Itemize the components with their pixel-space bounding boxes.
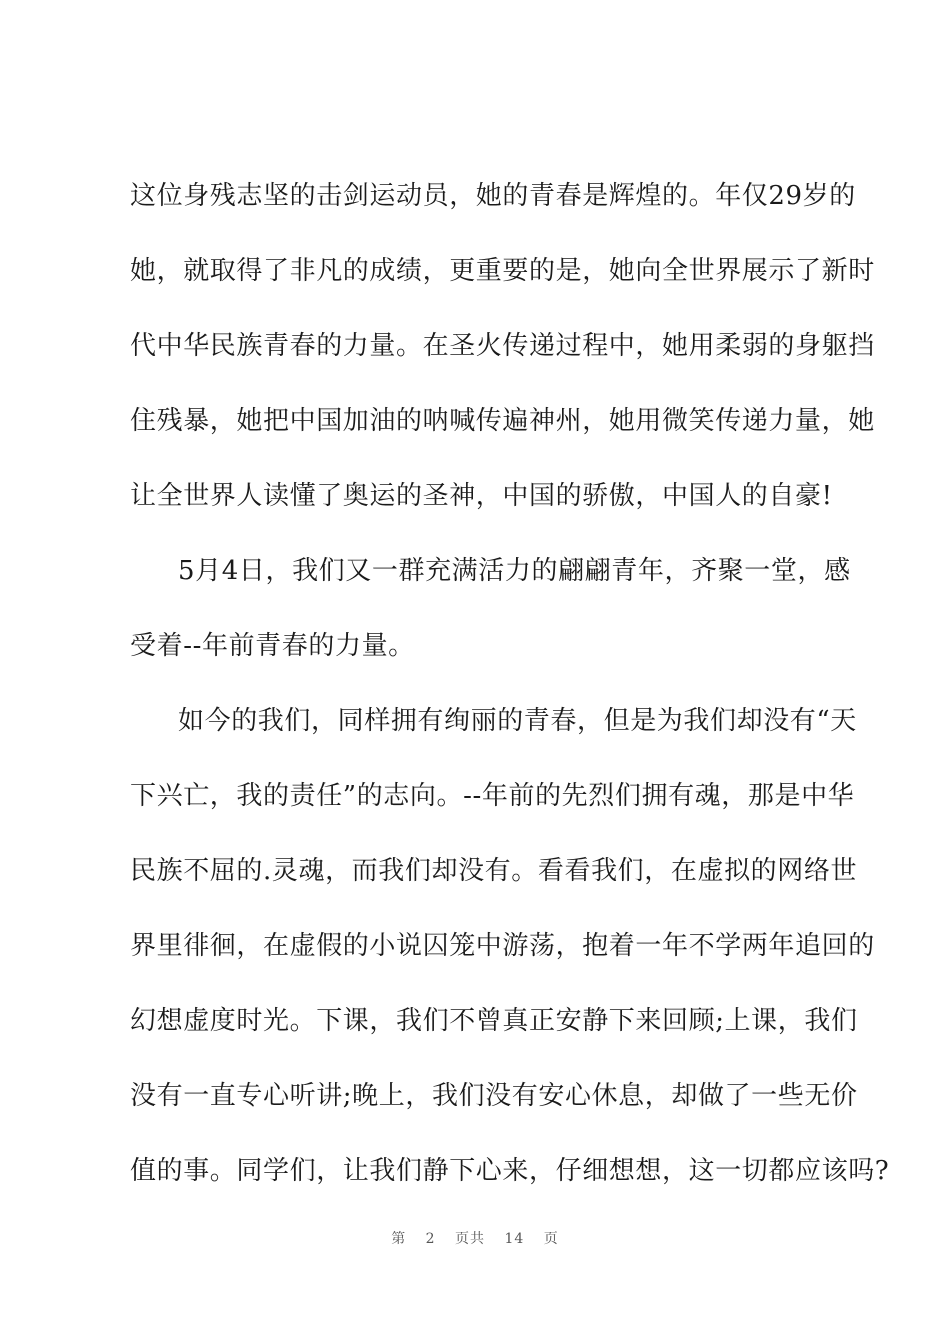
text-line: 她，就取得了非凡的成绩，更重要的是，她向全世界展示了新时 — [130, 256, 875, 286]
text-line: 受着--年前青春的力量。 — [130, 631, 415, 661]
text-line: 这位身残志坚的击剑运动员，她的青春是辉煌的。年仅29岁的 — [130, 181, 856, 211]
text-line: 代中华民族青春的力量。在圣火传递过程中，她用柔弱的身躯挡 — [130, 331, 875, 361]
footer-suffix: 页 — [543, 1231, 559, 1247]
footer-mid: 页共 — [455, 1231, 486, 1247]
text-line: 住残暴，她把中国加油的呐喊传遍神州，她用微笑传递力量，她 — [130, 406, 875, 436]
total-pages: 14 — [504, 1231, 525, 1247]
page-number: 2 — [425, 1231, 436, 1247]
paragraph-first-line: 如今的我们，同样拥有绚丽的青春，但是为我们却没有“天 — [178, 706, 857, 736]
text-line: 界里徘徊，在虚假的小说囚笼中游荡，抱着一年不学两年追回的 — [130, 931, 875, 961]
text-line: 值的事。同学们，让我们静下心来，仔细想想，这一切都应该吗? — [130, 1156, 890, 1186]
page-footer — [0, 1228, 950, 1248]
text-line: 幻想虚度时光。下课，我们不曾真正安静下来回顾;上课，我们 — [130, 1006, 858, 1036]
paragraph-first-line: 5月4日，我们又一群充满活力的翩翩青年，齐聚一堂，感 — [178, 556, 851, 586]
text-line: 让全世界人读懂了奥运的圣神，中国的骄傲，中国人的自豪! — [130, 481, 833, 511]
footer-prefix: 第 — [391, 1231, 407, 1247]
text-line: 下兴亡，我的责任”的志向。--年前的先烈们拥有魂，那是中华 — [130, 781, 855, 811]
text-line: 没有一直专心听讲;晚上，我们没有安心休息，却做了一些无价 — [130, 1081, 858, 1111]
text-line: 民族不屈的.灵魂，而我们却没有。看看我们，在虚拟的网络世 — [130, 856, 858, 886]
